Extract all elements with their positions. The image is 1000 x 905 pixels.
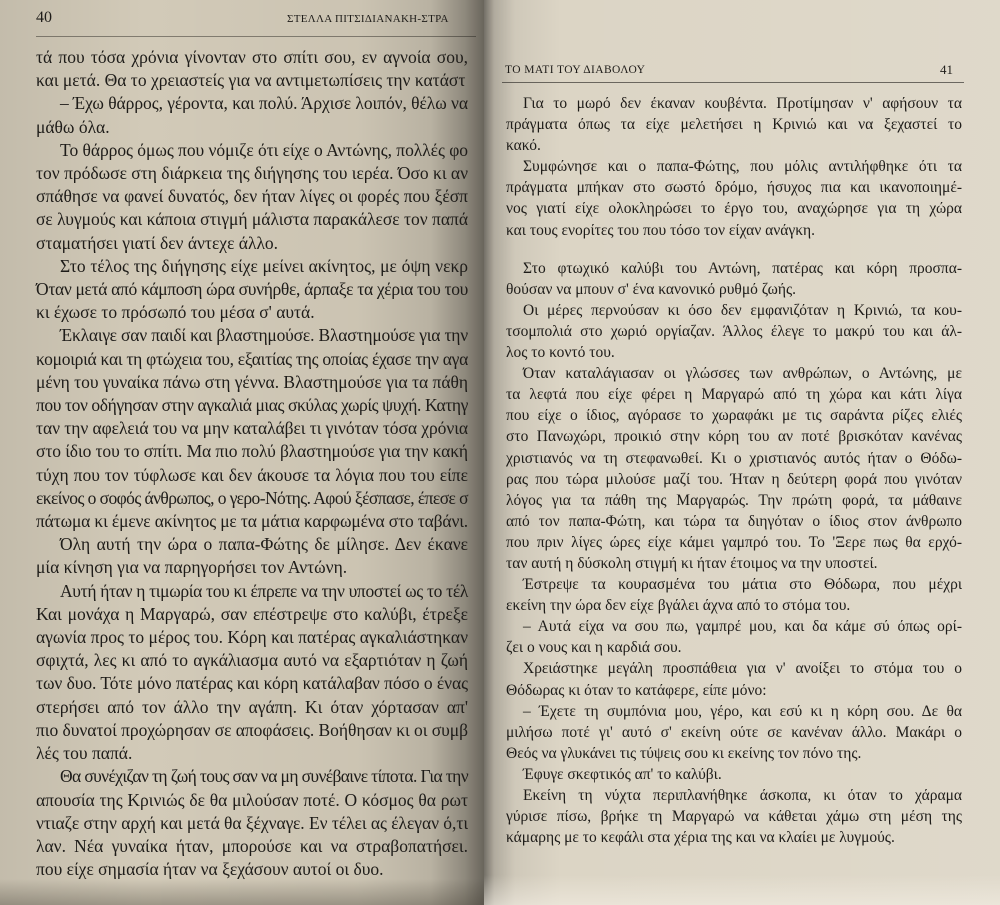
right-page xyxy=(484,0,1000,905)
text-line: κι έχωσε το πρόσωπό του μέσα σ' αυτά. xyxy=(36,302,315,323)
page-text xyxy=(506,93,962,848)
page-number: 40 xyxy=(36,9,52,26)
paragraph xyxy=(506,300,962,363)
text-line: κάμαρης με το κεφάλι στα χέρια της και να κλαίει με λυγμούς. xyxy=(506,829,895,847)
text-line: τύχη που τον τύφλωσε και δεν άκουσε τα λόγια που του είπε xyxy=(36,464,468,485)
paragraph xyxy=(506,701,962,764)
text-line: μάθω όλα. xyxy=(36,116,110,137)
text-line: Θα συνέχιζαν τη ζωή τους σαν να μη συνέβαινε τίποτα. Για την xyxy=(60,766,468,787)
paragraph xyxy=(506,93,962,156)
text-line: – Έχετε τη συμπόνια μου, γέρο, και εσύ κι η κόρη σου. Δε θα xyxy=(523,702,962,720)
text-line: στερήσει από τον άλλο την αγάπη. Κι όταν χόρτασαν απ' xyxy=(36,696,468,717)
paragraph xyxy=(36,46,468,92)
text-line: Εκείνη τη νύχτα περιπλανήθηκε άσκοπα, κι όταν το χάραμα xyxy=(523,787,962,804)
text-line: ντιαζε στην αρχή και μετά θα ξέχναγε. Εν τέλει ας έλεγαν ό,τι xyxy=(36,812,468,833)
text-line: λος το κοντό του. xyxy=(506,344,615,362)
text-line: και τους ενορίτες του που τόσο τον είχαν ανάγκη. xyxy=(506,221,816,239)
text-line: λαν. Νέα γυναίκα ήταν, μπορούσε και να στραβοπατήσει. xyxy=(36,835,468,856)
text-line: λόγος για τα πάθη της Μαργαρώς. Την πρώτη φορά, τα μάθαινε xyxy=(506,491,962,509)
paragraph xyxy=(506,574,962,616)
page-text xyxy=(36,46,468,881)
text-line: – Έχω θάρρος, γέροντα, και πολύ. Άρχισε λοιπόν, θέλω να xyxy=(60,93,468,114)
text-line: εκείνος ο σοφός άνθρωπος, ο γερο-Νότης. Αφού ξέσπασε, έπεσε σ xyxy=(36,487,468,508)
text-line: Έστρεψε τα κουρασμένα του μάτια στο Θόδωρα, που μέχρι xyxy=(523,576,962,594)
text-line: πράγματα όπως τα είχε μελετήσει η Κρινιώ και να ξεχαστεί το xyxy=(506,116,962,134)
text-line: που πριν λίγες ώρες είχε κάμει γαμπρό του. Το 'Ξερε πως θα ερχό- xyxy=(506,533,962,551)
text-line: και μετά. Θα το χρειαστείς για να αντιμετωπίσεις την κατάστ xyxy=(36,70,466,91)
page-number: 41 xyxy=(940,62,953,77)
text-line: – Αυτά είχα να σου πω, γαμπρέ μου, και δα κάμε σύ όπως ορί- xyxy=(523,618,962,636)
text-line: σφιχτά, λες κι από το αγκάλιασμα αυτό να εξαρτιόταν η ζωή xyxy=(36,650,468,671)
paragraph xyxy=(506,363,962,574)
paragraph xyxy=(506,764,962,785)
text-line: Για το μωρό δεν έκαναν κουβέντα. Προτίμησαν ν' αφήσουν τα xyxy=(523,95,962,112)
text-line: σταματήσει γιατί δεν άντεχε άλλο. xyxy=(36,232,279,253)
text-line: Έφυγε σκεφτικός απ' το καλύβι. xyxy=(523,765,722,783)
text-line: στο Πανωχώρι, προικιό στην κόρη του αν ποτέ βρισκόταν κανένας xyxy=(506,428,962,446)
text-line: μιλήσω ποτέ γι' αυτό σ' εκείνη ούτε σε κανέναν άλλο. Μακάρι ο xyxy=(506,723,962,741)
paragraph xyxy=(36,324,468,533)
text-line: από τον παπα-Φώτη, και τώρα τα διηγόταν ο ίδιος στον άνθρωπο xyxy=(506,512,962,530)
text-line: που είχε σημασία ήταν να ξεχάσουν αυτοί οι δυο. xyxy=(36,859,384,880)
text-line: που είχε ο ίδιος, αγόρασε το χωραφάκι με τις σαράντα ρίζες ελιές xyxy=(506,407,962,425)
text-line: απουσία της Κρινιώς δε θα μιλούσαν ποτέ. Ο κόσμος θα ρωτ xyxy=(36,789,468,810)
paragraph xyxy=(36,139,468,255)
left-page xyxy=(0,0,484,905)
paragraph xyxy=(36,255,468,325)
text-line: τά που τόσα χρόνια γίνονταν στο σπίτι σου, εν αγνοία σου, xyxy=(36,47,468,67)
text-line: πράγματα μπήκαν στο σωστό δρόμο, ήσυχος πια και ικανοποιημέ- xyxy=(506,179,962,197)
text-line: που τον οδήγησαν στην αγκαλιά μιας σκύλας χωρίς ψυχή. Κατηγ xyxy=(36,395,468,416)
text-line: τα λεφτά που είχε φέρει η Μαργαρώ από τη χώρα και κάτι λίγα xyxy=(506,386,962,404)
page-bottom-edge xyxy=(484,875,1000,905)
running-head: ΣΤΕΛΛΑ ΠΙΤΣΙΔΙΑΝΑΚΗ-ΣΤΡΑ xyxy=(287,13,449,25)
text-line: Θόδωρας κι όταν το κατάφερε, είπε μόνο: xyxy=(506,681,767,699)
text-section xyxy=(506,93,962,241)
text-line: γύρισε πίσω, βρήκε τη Μαργαρώ να κάθεται χάμω στη μέση της xyxy=(506,808,962,826)
text-line: μία κίνηση για να παρηγορήσει τον Αντώνη. xyxy=(36,557,348,578)
text-line: μένη του γυναίκα πάνω στη γέννα. Βλαστημούσε για τα πάθη xyxy=(36,371,468,392)
text-line: κακό. xyxy=(506,137,541,155)
text-line: στο ίδιο του το σπίτι. Μα πιο πολύ βλαστημούσε για την κακή xyxy=(36,441,468,462)
text-line: πιο δυνατοί προχώρησαν σε αποφάσεις. Βοήθησαν κι οι συμβ xyxy=(36,719,468,740)
text-line: Όλη αυτή την ώρα ο παπα-Φώτης δε μίλησε. Δεν έκανε xyxy=(60,534,468,555)
text-line: Χρειάστηκε μεγάλη προσπάθεια για ν' ανοίξει το στόμα του ο xyxy=(523,660,962,678)
paragraph xyxy=(506,156,962,240)
paragraph xyxy=(506,785,962,848)
paragraph xyxy=(36,533,468,579)
text-line: κομοιριά και τη φτώχεια του, εξαιτίας της οποίας έχασε την αγα xyxy=(36,348,468,369)
paragraph xyxy=(506,658,962,700)
text-line: λές του παπά. xyxy=(36,743,133,764)
running-head: ΤΟ ΜΑΤΙ ΤΟΥ ΔΙΑΒΟΛΟΥ xyxy=(505,64,646,76)
text-line: Έκλαιγε σαν παιδί και βλαστημούσε. Βλαστημούσε για την xyxy=(60,325,469,346)
text-line: Αυτή ήταν η τιμωρία του κι έπρεπε να την υποστεί ως το τέλ xyxy=(60,580,468,601)
header-rule xyxy=(36,36,476,37)
text-line: χριστιανός να τη στεφανωθεί. Κι ο χριστιανός αυτός ήταν ο Θόδω- xyxy=(506,449,962,467)
text-line: τον πρόδωσε στη διάρκεια της διήγησης του ιερέα. Όσο κι αν xyxy=(36,163,468,184)
text-line: Συμφώνησε και ο παπα-Φώτης, που μόλις αντιλήφθηκε ότι τα xyxy=(523,158,962,176)
paragraph xyxy=(506,616,962,658)
text-line: τσομπολιά στο χωριό οργίαζαν. Άλλος έλεγε το μακρύ του και άλ- xyxy=(506,322,962,340)
paragraph xyxy=(36,765,468,881)
text-line: Στο τέλος της διήγησης είχε μείνει ακίνητος, με όψη νεκρ xyxy=(60,255,468,276)
text-line: των δυο. Τότε μόνο πατέρας και κόρη κατάλαβαν πόσο ο ένας xyxy=(36,673,468,694)
text-line: Οι μέρες περνούσαν κι όσο δεν εμφανιζόταν η Κρινιώ, τα κου- xyxy=(523,301,962,319)
text-section xyxy=(36,46,468,881)
text-line: Το θάρρος όμως που νόμιζε ότι είχε ο Αντώνης, πολλές φο xyxy=(60,139,468,160)
page-bottom-edge xyxy=(0,879,484,905)
paragraph xyxy=(36,580,468,766)
text-line: Όταν μετά από κάμποση ώρα συνήρθε, άρπαξε τα χέρια του του xyxy=(36,279,468,300)
header-rule xyxy=(502,82,964,83)
text-section xyxy=(506,258,962,849)
text-line: Και μονάχα η Μαργαρώ, σαν επέστρεψε στο καλύβι, έτρεξε xyxy=(36,603,468,624)
paragraph xyxy=(506,258,962,300)
text-line: θούσαν να μπουν σ' ένα κανονικό ρυθμό ζωής. xyxy=(506,280,796,298)
text-line: νος γιατί είχε ολοκληρώσει το έργο του, αναχώρησε για τη χώρα xyxy=(506,200,962,218)
text-line: ταν αυτή η δύσκολη στιγμή κι ήταν έτοιμος να την υποστεί. xyxy=(506,554,878,572)
text-line: Στο φτωχικό καλύβι του Αντώνη, πατέρας και κόρη προσπα- xyxy=(523,259,962,277)
text-line: σπάθησε να φανεί δυνατός, δεν ήταν λίγες οι φορές που ξέσπ xyxy=(36,186,468,207)
text-line: αγωνία προς το μέρος του. Κόρη και πατέρας αγκαλιάστηκαν xyxy=(36,627,468,648)
text-line: ταν την αφελειά του να μην καταλάβει τι γινόταν τόσα χρόνια xyxy=(36,418,468,439)
text-line: Θεός να γλυκάνει τις τύψεις σου κι εκείνης τον πόνο της. xyxy=(506,744,862,762)
paragraph xyxy=(36,92,468,138)
text-line: εκείνη την ώρα δεν είχε βγάλει άχνα από το στόμα του. xyxy=(506,597,851,615)
text-line: ρας που τώρα μιλούσε μαζί του. Ήταν η δεύτερη φορά που γινόταν xyxy=(506,470,962,488)
text-line: σε λυγμούς και κάποια στιγμή μάλιστα παρακάλεσε τον παπά xyxy=(36,209,469,230)
text-line: πάτωμα κι έμενε ακίνητος με τα μάτια καρφωμένα στο ταβάνι. xyxy=(36,511,468,532)
text-line: ζει ο νους και η καρδιά σου. xyxy=(506,639,682,657)
text-line: Όταν καταλάγιασαν οι γλώσσες των ανθρώπων, ο Αντώνης, με xyxy=(523,365,962,383)
